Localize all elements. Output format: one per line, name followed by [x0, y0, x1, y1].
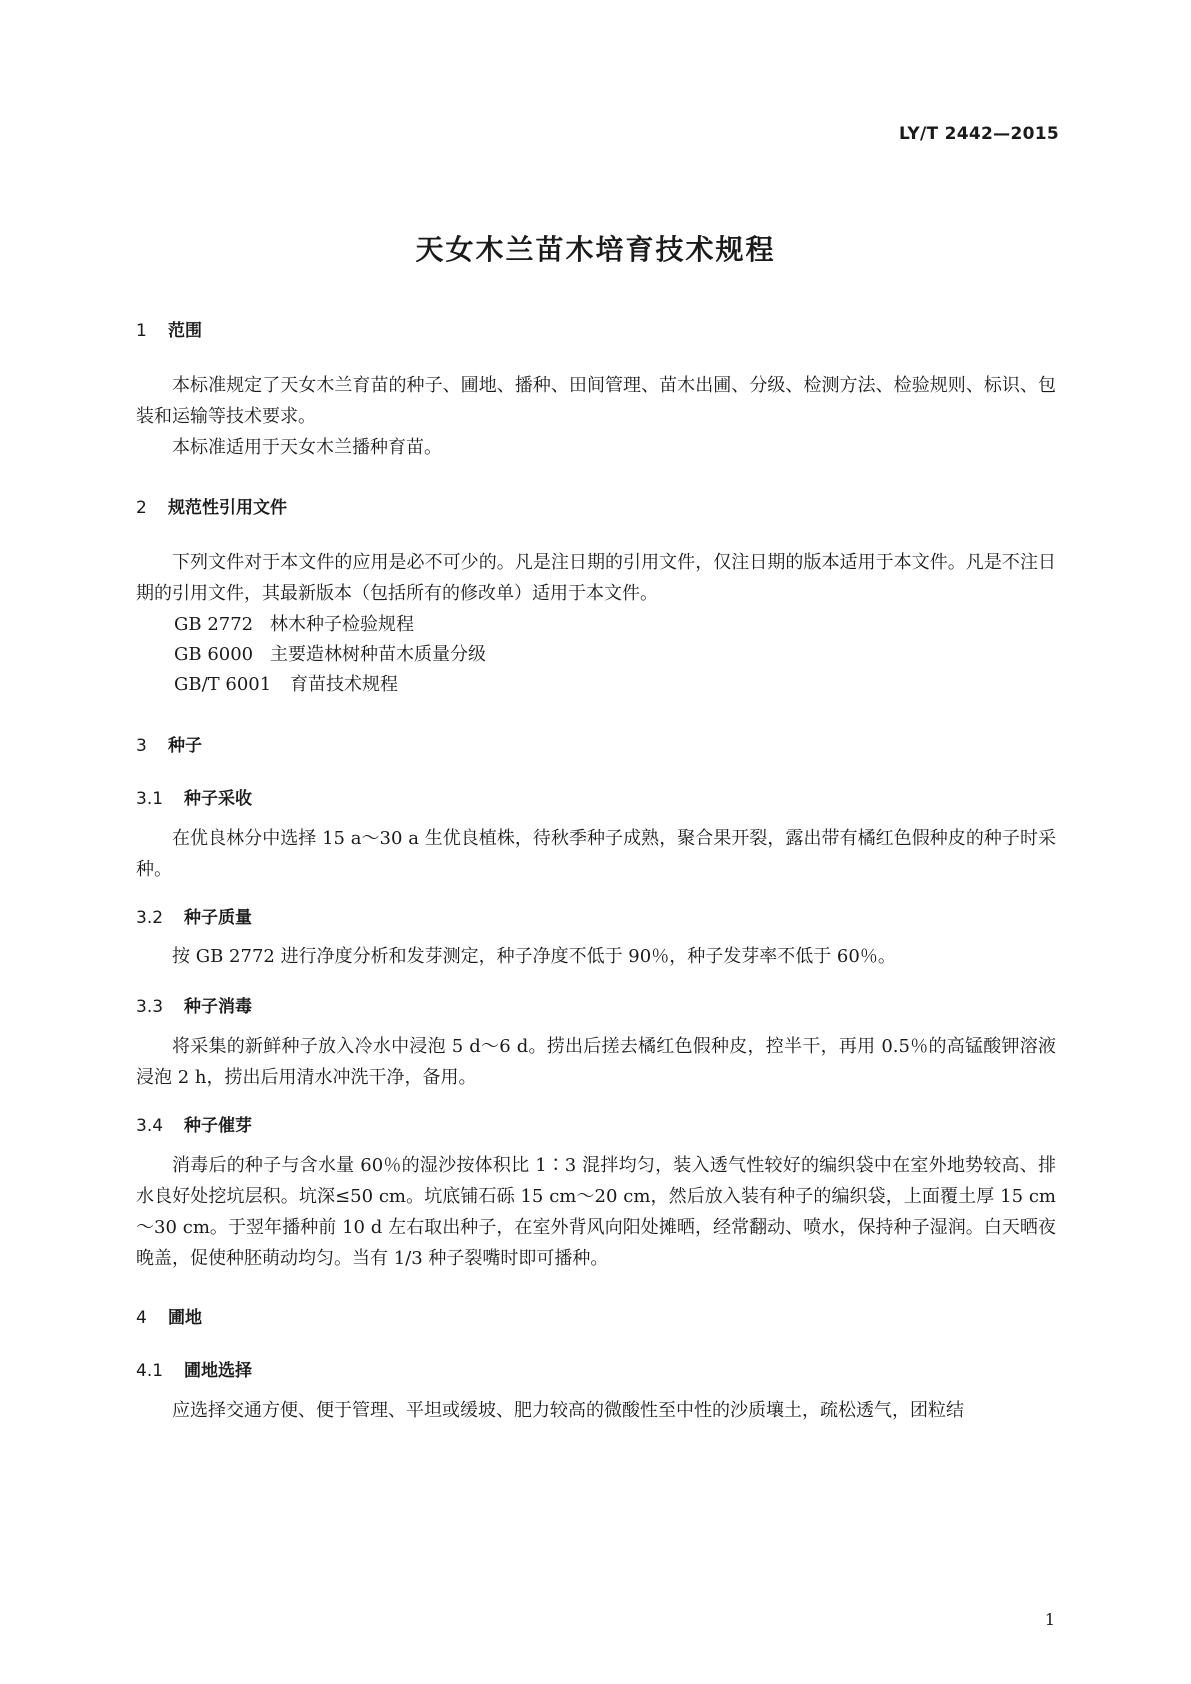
section-number: 3.3: [136, 997, 164, 1017]
reference-code: GB 6000: [174, 644, 254, 665]
section-title: 规范性引用文件: [168, 498, 287, 518]
page-number: 1: [1044, 1610, 1055, 1629]
section-heading: [136, 316, 202, 341]
reference-item: [174, 610, 414, 636]
paragraph: 下列文件对于本文件的应用是必不可少的。凡是注日期的引用文件，仅注日期的版本适用于本文件。凡是不注日期的引用文件，其最新版本（包括所有的修改单）适用于本文件。: [136, 552, 1056, 604]
section-number: 3.1: [136, 789, 164, 809]
section-number: 4: [136, 1308, 147, 1328]
section-number: 4.1: [136, 1361, 164, 1381]
paragraph: 按 GB 2772 进行净度分析和发芽测定，种子净度不低于 90％，种子发芽率不低于 60％。: [172, 946, 896, 967]
section-heading: [136, 493, 287, 518]
section-heading: [136, 1303, 202, 1328]
paragraph: 本标准规定了天女木兰育苗的种子、圃地、播种、田间管理、苗木出圃、分级、检测方法、检验规则、标识、包装和运输等技术要求。: [136, 375, 1056, 427]
section-number: 1: [136, 321, 147, 341]
paragraph: 应选择交通方便、便于管理、平坦或缓坡、肥力较高的微酸性至中性的沙质壤土，疏松透气，团粒结: [172, 1400, 964, 1421]
section-number: 2: [136, 498, 147, 518]
section-heading: [136, 731, 202, 756]
paragraph: 消毒后的种子与含水量 60％的湿沙按体积比 1∶3 混拌均匀，装入透气性较好的编织袋中在室外地势较高、排水良好处挖坑层积。坑深≤50 cm。坑底铺石砾 15 cm～20 cm，然后放入装有种子的编织袋，上面覆土厚 15 cm～30 cm。于翌年播种前 10 d 左右取出种子，在室外背风向阳处摊晒，经常翻动、喷水，保持种子湿润。白天晒夜晚盖，促使种胚萌动均匀。当有 1/3 种子裂嘴时即可播种。: [136, 1155, 1056, 1269]
reference-item: [174, 640, 486, 666]
standard-code: LY/T 2442—2015: [898, 124, 1059, 144]
subsection-heading: [136, 903, 252, 928]
section-title: 种子质量: [184, 908, 252, 928]
subsection-heading: [136, 1356, 252, 1381]
paragraph: 本标准适用于天女木兰播种育苗。: [172, 437, 442, 458]
section-title: 圃地: [168, 1308, 202, 1328]
section-number: 3.2: [136, 908, 164, 928]
subsection-heading: [136, 784, 252, 809]
section-title: 种子采收: [184, 789, 252, 809]
reference-name: 育苗技术规程: [290, 674, 398, 695]
subsection-heading: [136, 992, 252, 1017]
reference-item: [174, 670, 398, 696]
section-title: 圃地选择: [184, 1361, 252, 1381]
reference-name: 林木种子检验规程: [270, 614, 414, 635]
document-title: 天女木兰苗木培育技术规程: [415, 233, 776, 266]
section-title: 范围: [168, 321, 202, 341]
reference-name: 主要造林树种苗木质量分级: [270, 644, 486, 665]
paragraph: 将采集的新鲜种子放入冷水中浸泡 5 d～6 d。捞出后搓去橘红色假种皮，控半干，再用 0.5％的高锰酸钾溶液浸泡 2 h，捞出后用清水冲洗干净，备用。: [136, 1036, 1056, 1088]
section-title: 种子: [168, 736, 202, 756]
section-title: 种子消毒: [184, 997, 252, 1017]
reference-code: GB/T 6001: [174, 674, 272, 695]
section-title: 种子催芽: [184, 1116, 252, 1136]
subsection-heading: [136, 1111, 252, 1136]
section-number: 3.4: [136, 1116, 164, 1136]
section-number: 3: [136, 736, 147, 756]
paragraph: 在优良林分中选择 15 a～30 a 生优良植株，待秋季种子成熟，聚合果开裂，露出带有橘红色假种皮的种子时采种。: [136, 828, 1056, 880]
reference-code: GB 2772: [174, 614, 254, 635]
